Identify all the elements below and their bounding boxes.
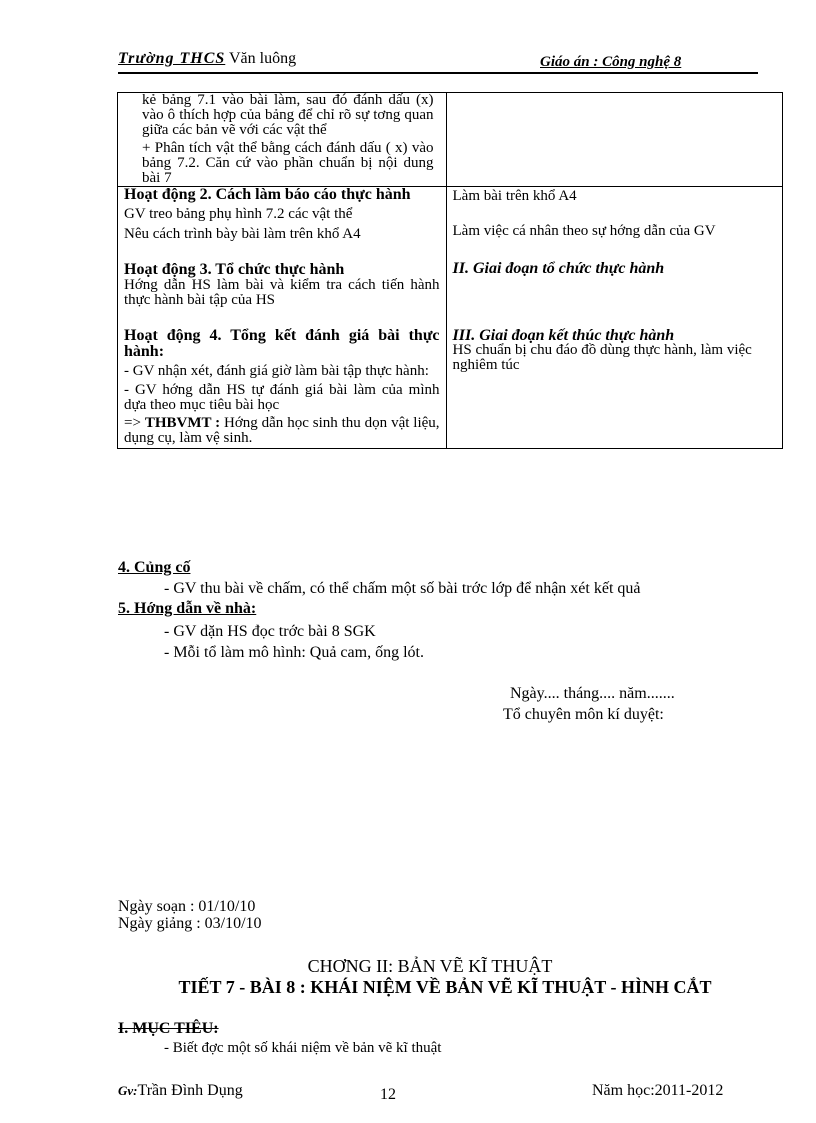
section-5-title: 5. Hớng dẫn về nhà: (118, 600, 257, 617)
header-doc-title: Giáo án : Công nghệ 8 (540, 54, 682, 70)
environment-text: Hớng dẫn học sinh thu dọn vật liệu, dụng cụ, làm vệ sinh. (124, 415, 440, 446)
activity-4-line: - GV nhận xét, đánh giá giờ làm bài tập thực hành: (124, 363, 429, 379)
teacher-name: Trần Đình Dụng (137, 1082, 243, 1099)
table-row (118, 187, 783, 449)
activity-table (117, 92, 783, 449)
header-school-prefix: Trường THCS (118, 50, 226, 67)
footer-teacher (118, 1082, 243, 1100)
phase-2-title: II. Giai đoạn tổ chức thực hành (452, 260, 665, 277)
activity-2-title: Hoạt động 2. Cách làm báo cáo thực hành (124, 186, 411, 203)
section-4-line: - GV thu bài về chấm, có thể chấm một số bài trớc lớp để nhận xét kết quả (164, 580, 641, 597)
left-cell-intro (118, 93, 447, 187)
approval-date: Ngày.... tháng.... năm....... (510, 685, 675, 702)
prep-date: Ngày soạn : 01/10/10 (118, 898, 256, 915)
activity-4-line: - GV hớng dẫn HS tự đánh giá bài làm của mình dựa theo mục tiêu bài học (124, 382, 440, 413)
school-year: Năm học:2011-2012 (592, 1082, 724, 1099)
header-rule (118, 72, 758, 74)
header-school (118, 50, 296, 68)
objectives-title: I. MỤC TIÊU: (118, 1020, 219, 1037)
lesson-title: TIẾT 7 - BÀI 8 : KHÁI NIỆM VỀ BẢN VẼ KĨ THUẬT - HÌNH CẮT (178, 977, 712, 997)
approval-label: Tổ chuyên môn kí duyệt: (503, 706, 664, 723)
phase-3-text: HS chuẩn bị chu đáo đồ dùng thực hành, làm việc nghiêm túc (452, 342, 752, 373)
section-4-title: 4. Củng cố (118, 559, 191, 576)
a4-note: Làm bài trên khổ A4 (452, 188, 577, 204)
chapter-title: CHƠNG II: BẢN VẼ KĨ THUẬT (307, 956, 553, 976)
header-school-name: Văn luông (228, 50, 297, 67)
teacher-prefix: Gv: (118, 1083, 138, 1098)
activity-3-text: Hớng dẫn HS làm bài và kiểm tra cách tiến hành thực hành bài tập của HS (124, 277, 440, 308)
page-number: 12 (380, 1086, 396, 1103)
activity-2-line: Nêu cách trình bày bài làm trên khổ A4 (124, 226, 361, 242)
environment-note (124, 416, 440, 446)
objectives-line: - Biết đợc một số khái niệm về bản vẽ kĩ thuật (164, 1040, 442, 1056)
section-5-line: - Mỗi tổ làm mô hình: Quả cam, ống lót. (164, 644, 424, 661)
intro-line: kẻ bảng 7.1 vào bài làm, sau đó đánh dấu (x) vào ô thích hợp của bảng để chỉ rõ sự tơng quan giữa các bản vẽ với các vật thể (142, 92, 434, 138)
right-cell-empty (446, 93, 782, 187)
activity-3-title: Hoạt động 3. Tổ chức thực hành (124, 261, 345, 278)
environment-label: THBVMT : (144, 415, 221, 431)
environment-prefix: => (124, 415, 145, 431)
individual-work-note: Làm việc cá nhân theo sự hớng dẫn của GV (452, 223, 716, 239)
left-cell-activities (118, 187, 447, 449)
activity-4-title: Hoạt động 4. Tổng kết đánh giá bài thực hành: (124, 327, 440, 360)
teach-date: Ngày giảng : 03/10/10 (118, 915, 262, 932)
phase-3-title: III. Giai đoạn kết thúc thực hành (452, 327, 675, 344)
table-row (118, 93, 783, 187)
right-cell-activities (446, 187, 782, 449)
intro-line: + Phân tích vật thể bằng cách đánh dấu ( x) vào bảng 7.2. Căn cứ vào phần chuẩn bị nội dung bài 7 (142, 140, 434, 186)
section-5-line: - GV dặn HS đọc trớc bài 8 SGK (164, 623, 376, 640)
activity-2-line: GV treo bảng phụ hình 7.2 các vật thể (124, 206, 353, 222)
